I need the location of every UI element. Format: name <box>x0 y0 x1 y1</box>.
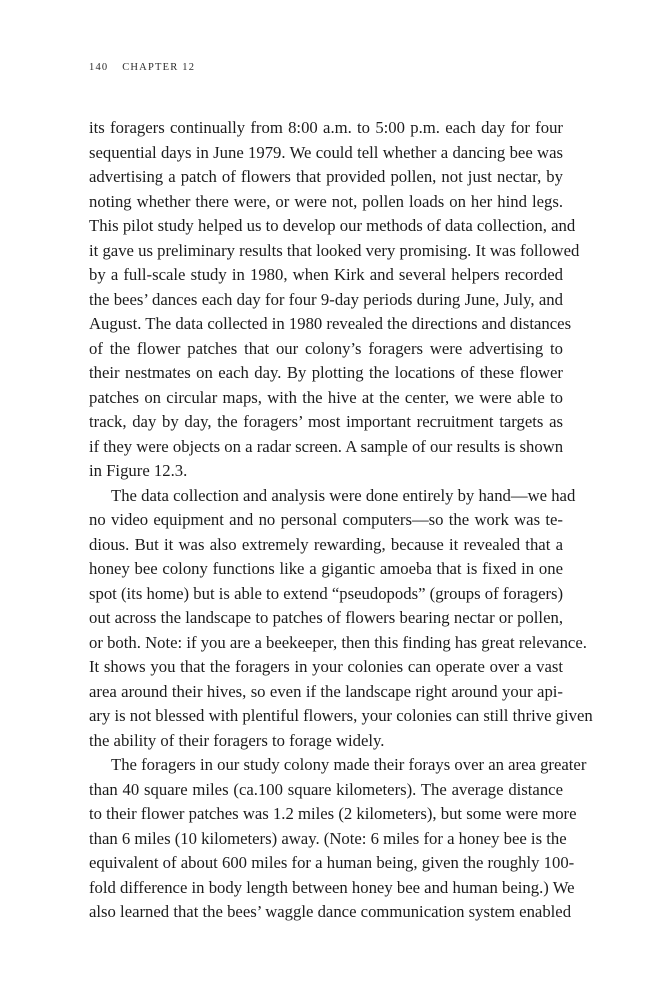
text-line: their nestmates on each day. By plotting the locations of these flower <box>89 363 563 382</box>
text-line: in Figure 12.3. <box>89 461 188 480</box>
text-line: no video equipment and no personal computers—so the work was te- <box>89 510 563 529</box>
text-line: the bees’ dances each day for four 9-day periods during June, July, and <box>89 289 563 309</box>
chapter-label: CHAPTER 12 <box>122 62 196 73</box>
paragraph <box>89 484 593 754</box>
paragraph <box>89 753 587 925</box>
text-line: ary is not blessed with plentiful flowers, your colonies can still thrive given <box>89 706 593 725</box>
text-line: The data collection and analysis were done entirely by hand—we had <box>111 485 576 505</box>
text-line: fold difference in body length between honey bee and human being.) We <box>89 877 575 897</box>
page-number: 140 <box>89 62 109 73</box>
text-line: than 6 miles (10 kilometers) away. (Note: 6 miles for a honey bee is the <box>89 828 567 848</box>
text-line: than 40 square miles (ca.100 square kilometers). The average distance <box>89 779 563 799</box>
text-line: it gave us preliminary results that looked very promising. It was followed <box>89 240 580 260</box>
text-line: patches on circular maps, with the hive at the center, we were able to <box>89 387 563 407</box>
text-line: or both. Note: if you are a beekeeper, then this finding has great relevance. <box>89 632 587 652</box>
text-line: This pilot study helped us to develop our methods of data collection, and <box>89 216 576 235</box>
text-line: spot (its home) but is able to extend “pseudopods” (groups of foragers) <box>89 583 564 603</box>
text-line: the ability of their foragers to forage widely. <box>89 730 385 750</box>
text-line: area around their hives, so even if the landscape right around your api- <box>89 681 563 701</box>
text-line: dious. But it was also extremely rewarding, because it revealed that a <box>89 534 563 554</box>
text-line: August. The data collected in 1980 revealed the directions and distances <box>89 314 572 333</box>
text-line: if they were objects on a radar screen. A sample of our results is shown <box>89 436 564 456</box>
body-text <box>89 116 593 925</box>
text-line: advertising a patch of flowers that provided pollen, not just nectar, by <box>89 167 563 186</box>
text-line: equivalent of about 600 miles for a human being, given the roughly 100- <box>89 853 575 872</box>
text-line: sequential days in June 1979. We could tell whether a dancing bee was <box>89 142 563 162</box>
text-line: also learned that the bees’ waggle dance communication system enabled <box>89 902 572 921</box>
running-head <box>89 62 195 73</box>
text-line: noting whether there were, or were not, pollen loads on her hind legs. <box>89 191 563 211</box>
text-line: out across the landscape to patches of flowers bearing nectar or pollen, <box>89 608 563 627</box>
text-line: of the flower patches that our colony’s foragers were advertising to <box>89 338 563 358</box>
text-line: by a full-scale study in 1980, when Kirk and several helpers recorded <box>89 265 563 284</box>
text-line: its foragers continually from 8:00 a.m. to 5:00 p.m. each day for four <box>89 118 563 137</box>
text-line: It shows you that the foragers in your colonies can operate over a vast <box>89 657 563 676</box>
text-line: to their flower patches was 1.2 miles (2 kilometers), but some were more <box>89 804 577 823</box>
text-line: track, day by day, the foragers’ most important recruitment targets as <box>89 412 563 431</box>
text-line: The foragers in our study colony made their forays over an area greater <box>111 755 587 774</box>
text-line: honey bee colony functions like a gigantic amoeba that is fixed in one <box>89 559 563 578</box>
paragraph <box>89 116 580 484</box>
